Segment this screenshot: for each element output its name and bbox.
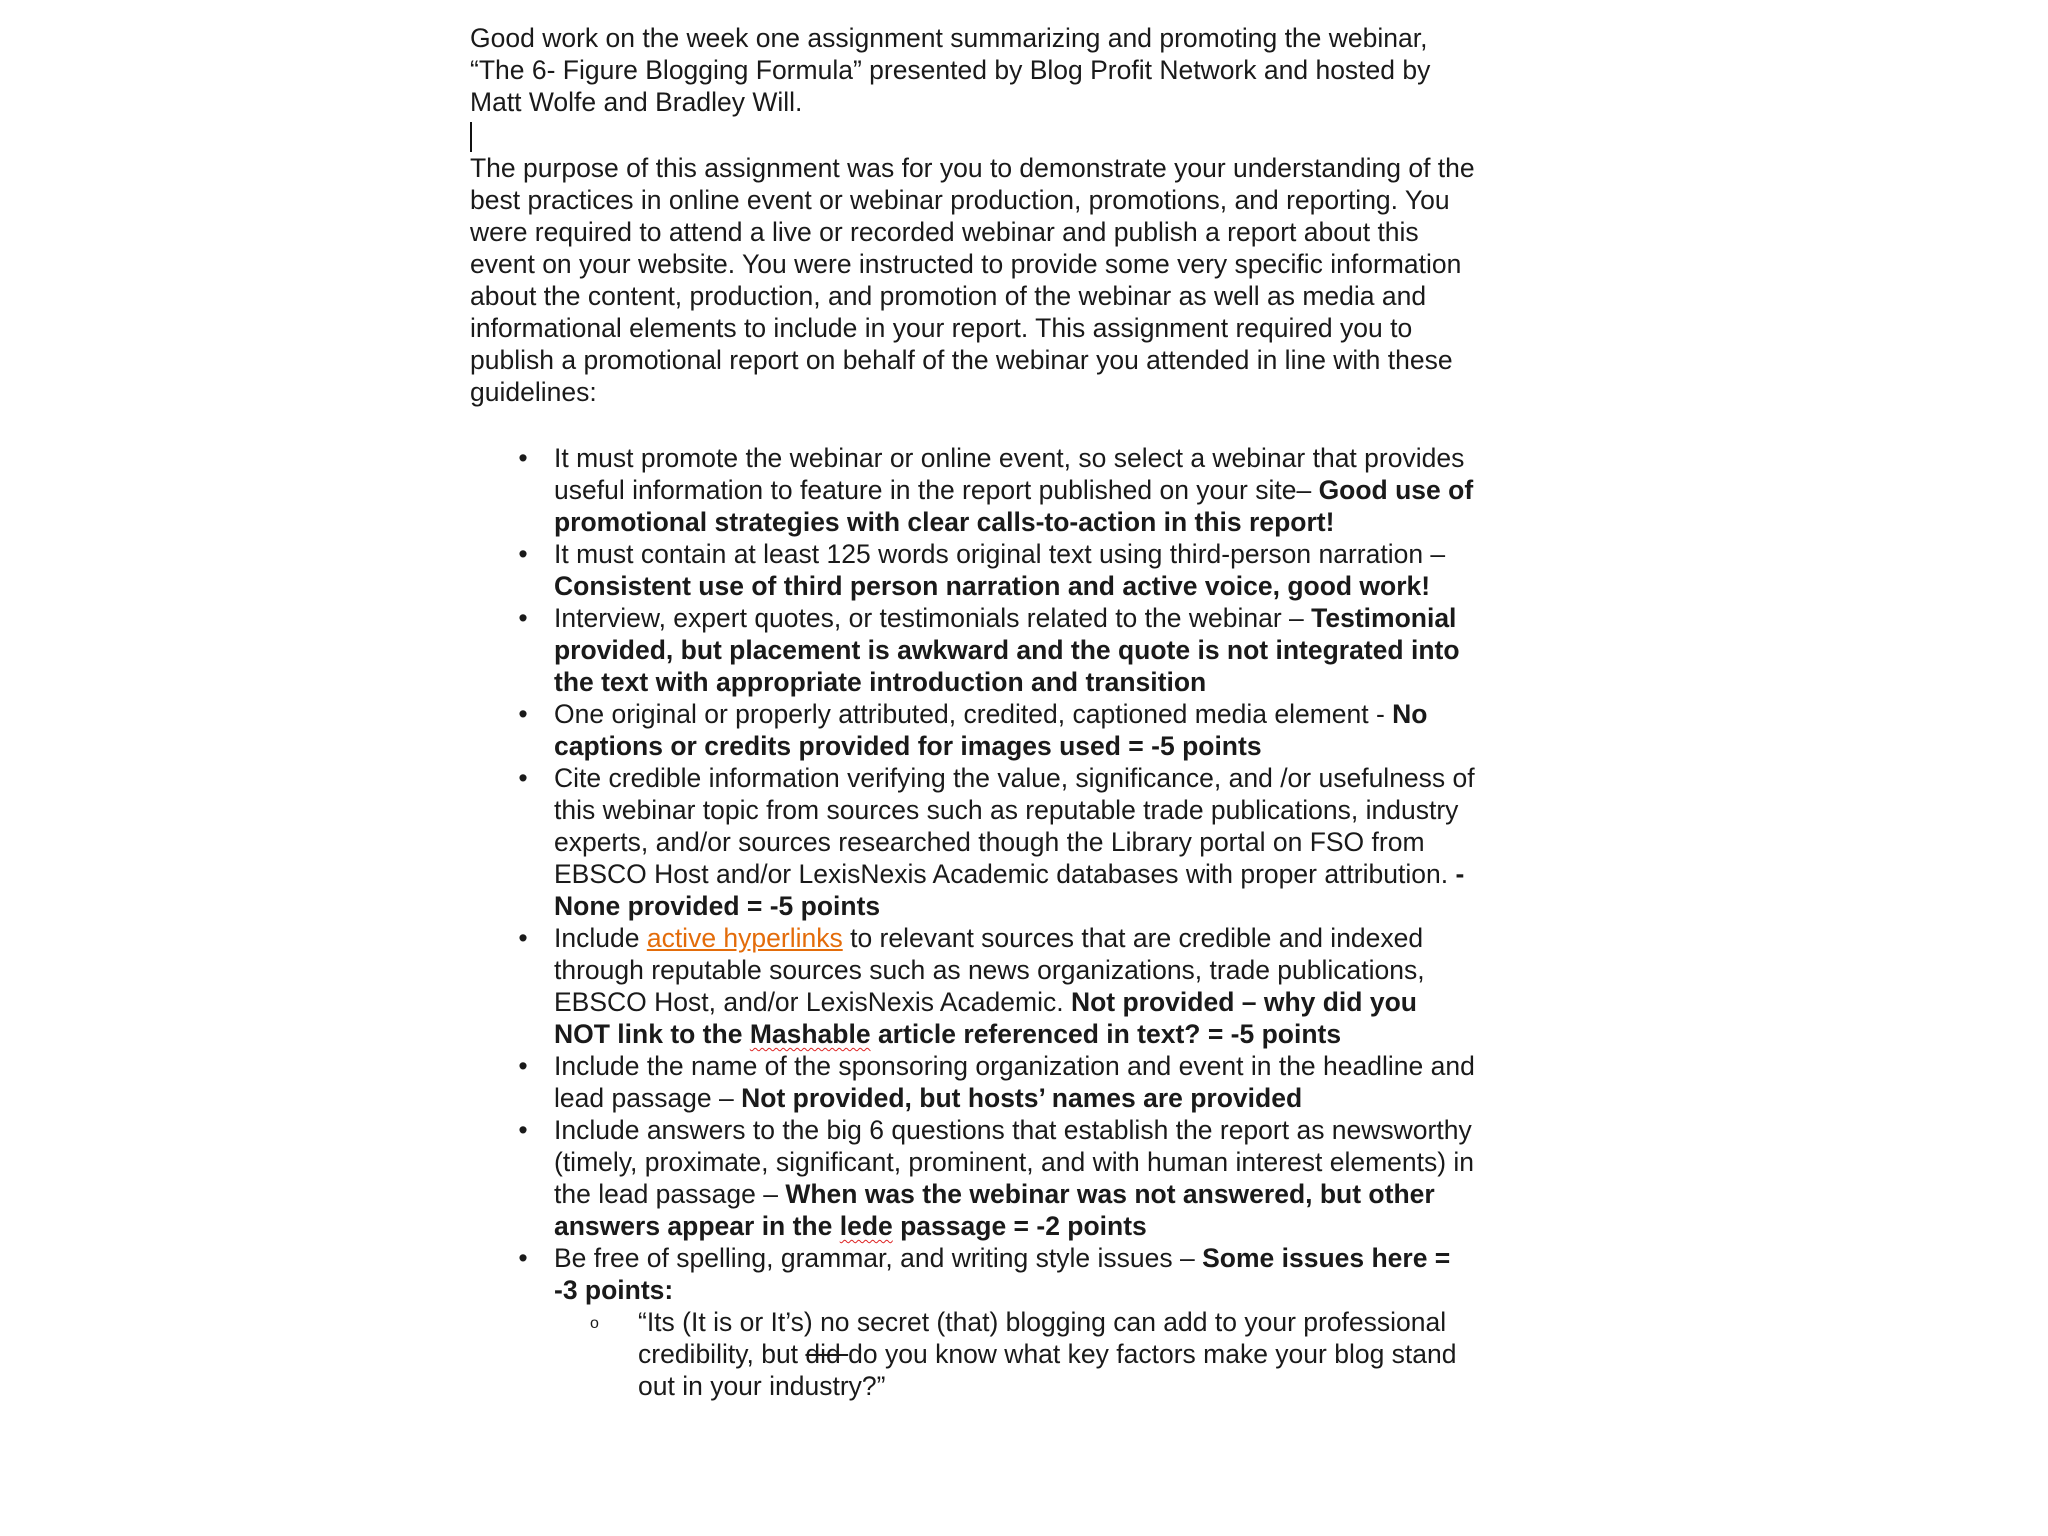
paragraph-spacer <box>470 408 1480 442</box>
list-item <box>470 602 1480 698</box>
bullet-icon: • <box>518 699 528 729</box>
spelling-flag[interactable]: Mashable <box>749 1019 871 1049</box>
feedback-part: When was the webinar was not answered, but other answers appear in the <box>554 1179 1435 1241</box>
quote-text: do you know what key factors make your blog stand out in your industry?” <box>638 1339 1457 1401</box>
feedback-text: Consistent use of third person narration and active voice, good work! <box>554 571 1431 601</box>
bullet-icon: • <box>518 603 528 633</box>
bullet-icon: • <box>518 1051 528 1081</box>
quote-text: “Its (It is or It’s) no secret (that) blogging can add to your professional credibility, but <box>638 1307 1447 1369</box>
list-item <box>470 1114 1480 1242</box>
list-item <box>470 442 1480 538</box>
feedback-text: Not provided, but hosts’ names are provided <box>741 1083 1303 1113</box>
purpose-paragraph: The purpose of this assignment was for you to demonstrate your understanding of the best practices in online event or webinar production, promotions, and reporting. You were required to attend a live or recorded webinar and publish a report about this event on your website. You were instructed to provide some very specific information about the content, production, and promotion of the webinar as well as media and informational elements to include in your report. This assignment required you to publish a promotional report on behalf of the webinar you attended in line with these guidelines: <box>470 153 1475 407</box>
sub-list-item <box>554 1306 1480 1402</box>
list-item <box>470 538 1480 602</box>
guideline-text: Interview, expert quotes, or testimonials related to the webinar – <box>554 603 1312 633</box>
guideline-text: Cite credible information verifying the value, significance, and /or usefulness of this webinar topic from sources such as reputable trade publications, industry experts, and/or sources researched though the Library portal on FSO from EBSCO Host and/or LexisNexis Academic databases with proper attribution. <box>554 763 1475 889</box>
bullet-icon: • <box>518 443 528 473</box>
guideline-text: One original or properly attributed, credited, captioned media element - <box>554 699 1393 729</box>
spelling-flag[interactable]: lede <box>839 1211 893 1241</box>
circle-bullet-icon: o <box>590 1315 599 1332</box>
bullet-icon: • <box>518 763 528 793</box>
list-item <box>470 762 1480 922</box>
feedback-part: article referenced in text? = -5 points <box>870 1019 1342 1049</box>
feedback-part: passage = -2 points <box>892 1211 1147 1241</box>
list-item <box>470 1050 1480 1114</box>
text-cursor <box>470 122 472 152</box>
bullet-icon: • <box>518 1115 528 1145</box>
list-item <box>470 1242 1480 1402</box>
intro-paragraph: Good work on the week one assignment summarizing and promoting the webinar, “The 6- Figure Blogging Formula” presented by Blog Profit Network and hosted by Matt Wolfe and Bradley Will. <box>470 23 1431 117</box>
guideline-text: Include <box>554 923 647 953</box>
list-item <box>470 698 1480 762</box>
guideline-text: It must contain at least 125 words original text using third-person narration – <box>554 539 1446 569</box>
guideline-text: It must promote the webinar or online event, so select a webinar that provides useful information to feature in the report published on your site– <box>554 443 1465 505</box>
feedback-text: Good use of promotional strategies with clear calls-to-action in this report! <box>554 475 1474 537</box>
list-item <box>470 922 1480 1050</box>
sub-list <box>554 1306 1480 1402</box>
feedback-text: Some issues here = -3 points: <box>554 1243 1451 1305</box>
active-hyperlinks-link[interactable]: active hyperlinks <box>646 923 843 953</box>
bullet-icon: • <box>518 539 528 569</box>
feedback-part: Not provided – why did you NOT link to the <box>554 987 1417 1049</box>
struck-text: did <box>805 1339 849 1369</box>
feedback-text: - None provided = -5 points <box>554 859 1465 921</box>
guideline-text: Be free of spelling, grammar, and writing style issues – <box>554 1243 1203 1273</box>
document-page <box>470 22 1480 1402</box>
guideline-text: to relevant sources that are credible and indexed through reputable sources such as news organizations, trade publications, EBSCO Host, and/or LexisNexis Academic. <box>554 923 1425 1017</box>
guideline-text: Include the name of the sponsoring organization and event in the headline and lead passage – <box>554 1051 1475 1113</box>
guidelines-list <box>470 442 1480 1402</box>
feedback-text: No captions or credits provided for images used = -5 points <box>554 699 1428 761</box>
bullet-icon: • <box>518 1243 528 1273</box>
bullet-icon: • <box>518 923 528 953</box>
feedback-text: Testimonial provided, but placement is awkward and the quote is not integrated into the text with appropriate introduction and transition <box>554 603 1460 697</box>
guideline-text: Include answers to the big 6 questions that establish the report as newsworthy (timely, proximate, significant, prominent, and with human interest elements) in the lead passage – <box>554 1115 1475 1209</box>
